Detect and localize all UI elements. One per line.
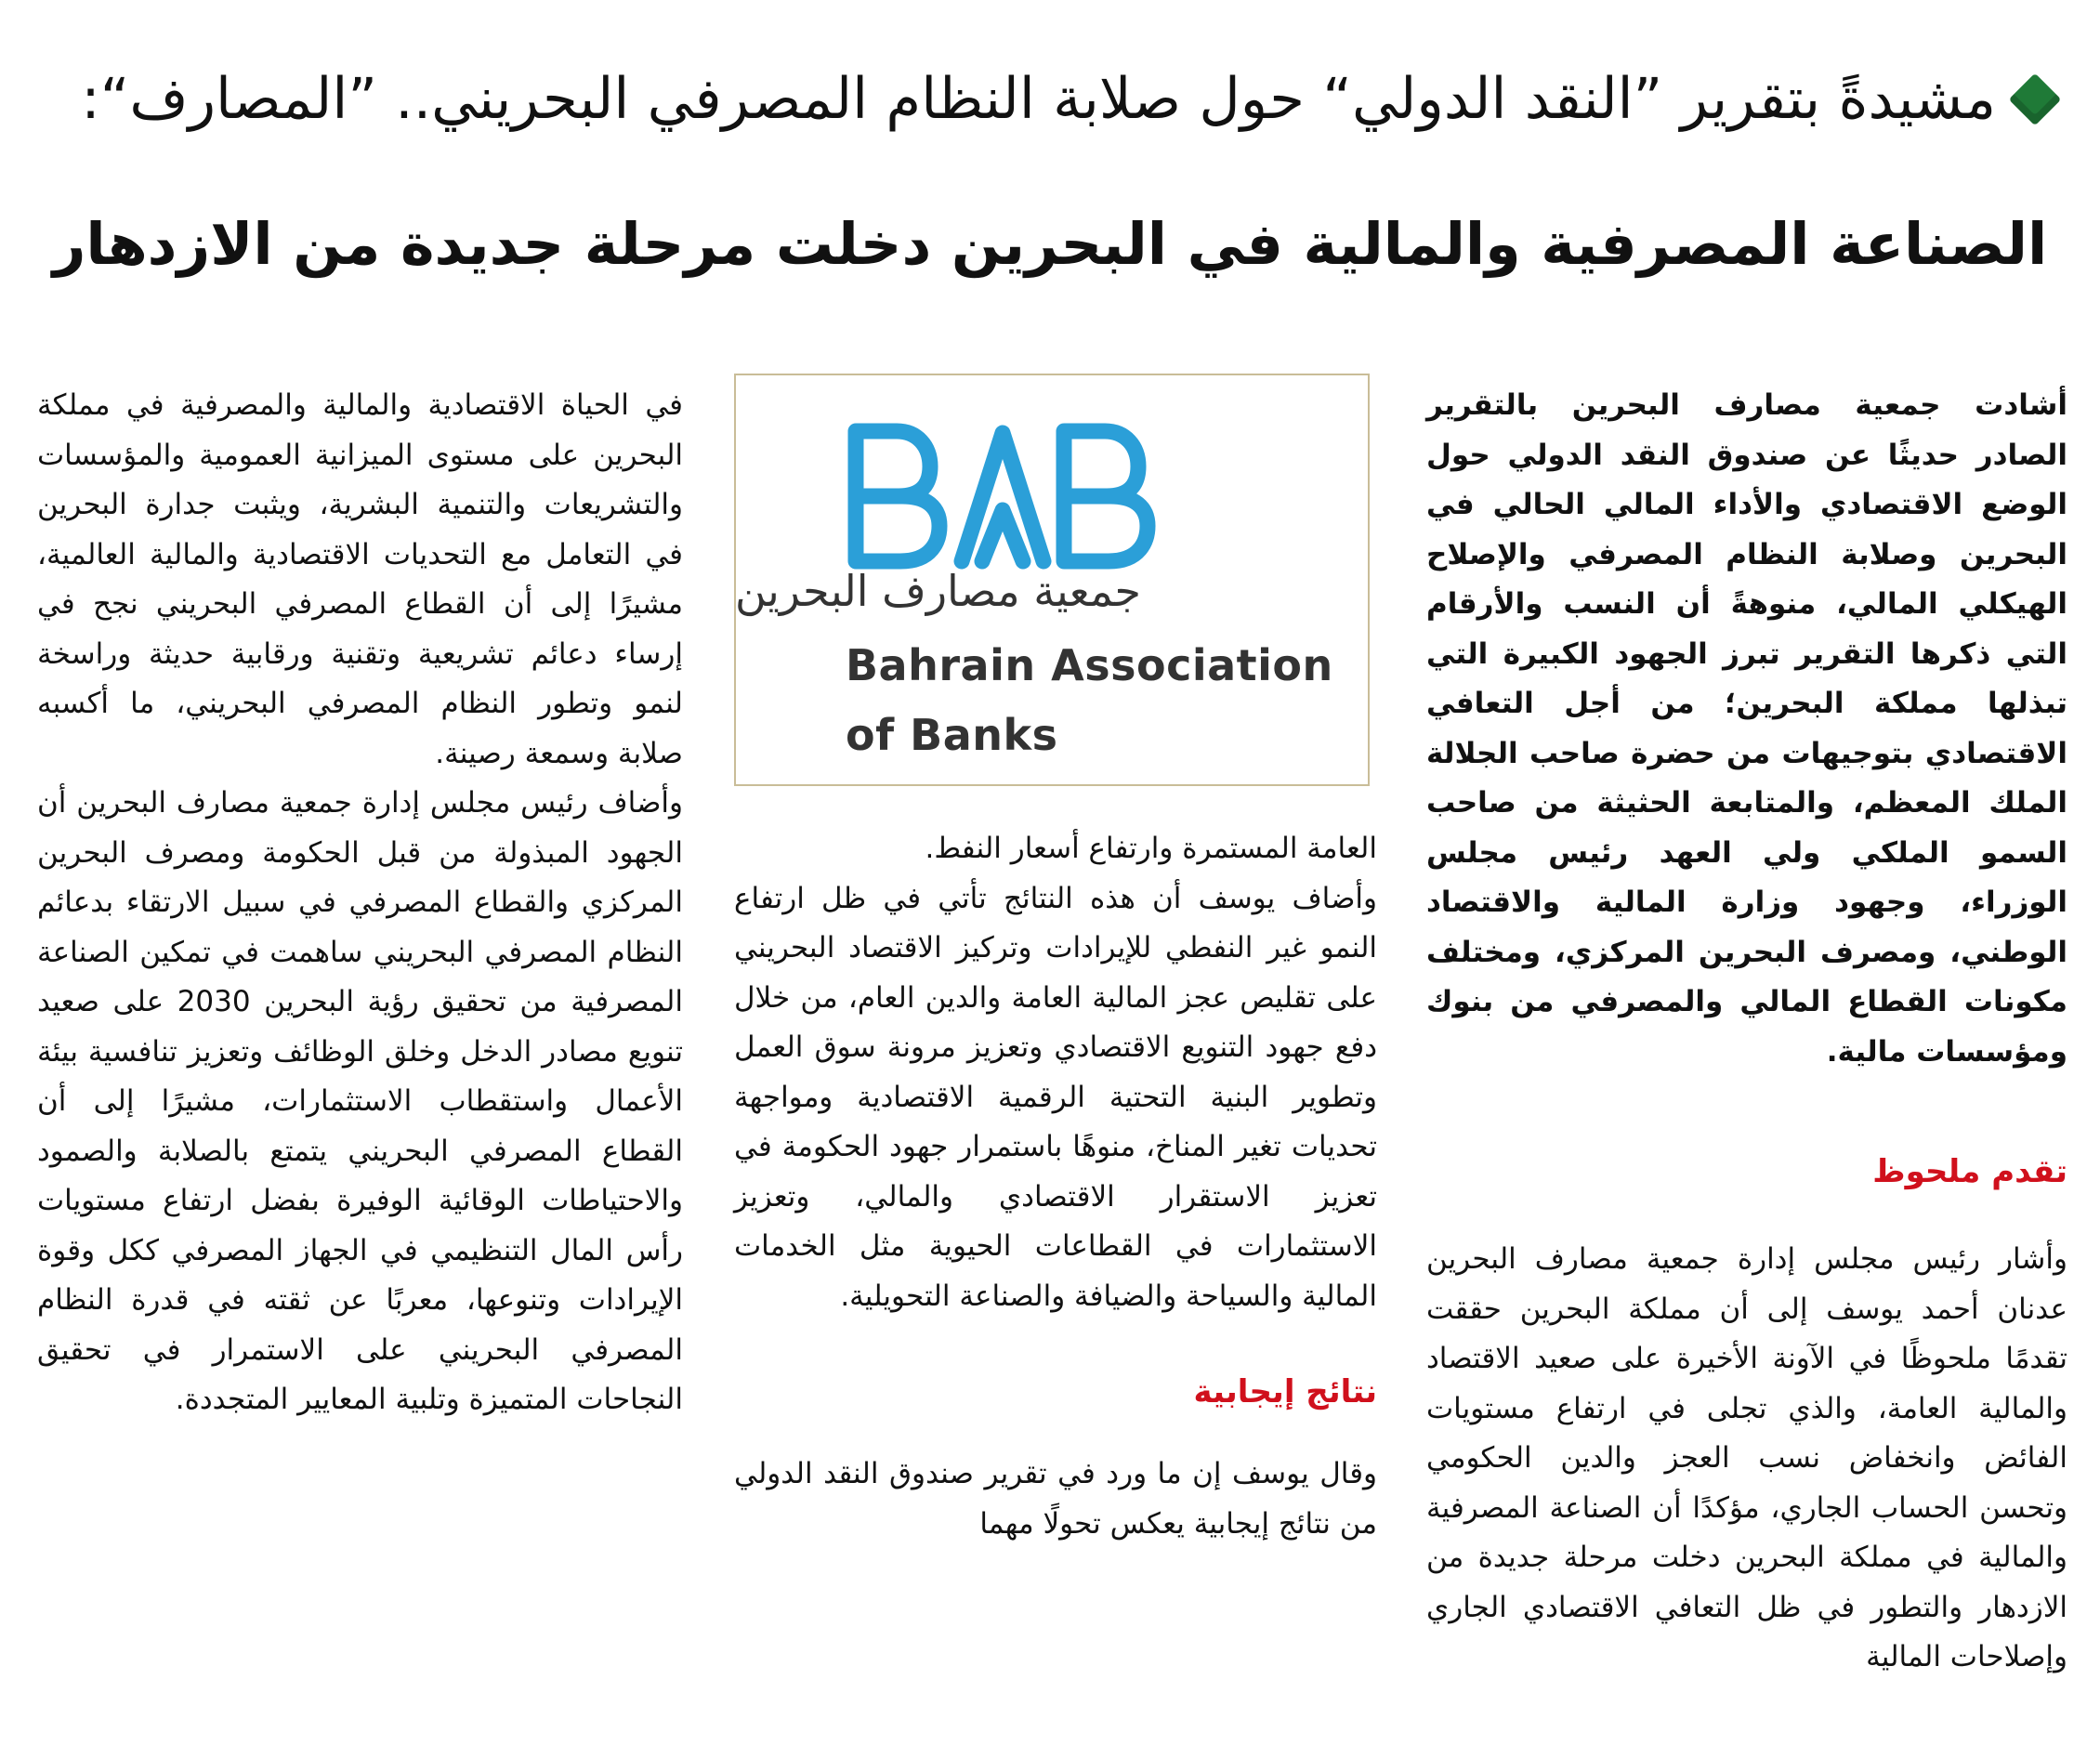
- mid-paragraph-1: العامة المستمرة وارتفاع أسعار النفط.: [925, 832, 1377, 865]
- left-paragraph-2: وأضاف رئيس مجلس إدارة جمعية مصارف البحرين أن الجهود المبذولة من قبل الحكومة ومصرف البحرين المركزي والقطاع المصرفي في سبيل الارتقاء بدعائم النظام المصرفي البحريني ساهمت في تمكين الصناعة المصرفية من تحقيق رؤية البحرين 2030 على صعيد تنويع مصادر الدخل وخلق الوظائف وتعزيز تنافسية بيئة الأعمال واستقطاب الاستثمارات، مشيرًا إلى أن القطاع المصرفي البحريني يتمتع بالصلابة والصمود والاحتياطات الوقائية الوفيرة بفضل ارتفاع مستويات رأس المال التنظيمي في الجهاز المصرفي ككل وقوة الإيرادات وتنوعها، معربًا عن ثقته في قدرة النظام المصرفي البحريني على الاستمرار في تحقيق النجاحات المتميزة وتلبية المعايير المتجددة.: [37, 786, 683, 1416]
- headline: الصناعة المصرفية والمالية في البحرين دخلت مرحلة جديدة من الازدهار: [52, 210, 2048, 278]
- mid-paragraph-2: وأضاف يوسف أن هذه النتائج تأتي في ظل ارتفاع النمو غير النفطي للإيرادات وتركيز الاقتصاد البحريني على تقليص عجز المالية العامة والدين العام، من خلال دفع جهود التنويع الاقتصادي وتعزيز مرونة سوق العمل وتطوير البنية التحتية الرقمية الاقتصادية ومواجهة تحديات تغير المناخ، منوهًا باستمرار جهود الحكومة في تعزيز الاستقرار الاقتصادي والمالي، وتعزيز الاستثمارات في القطاعات الحيوية مثل الخدمات المالية والسياحة والضيافة والصناعة التحويلية.: [734, 881, 1377, 1313]
- lead-paragraph: أشادت جمعية مصارف البحرين بالتقرير الصادر حديثًا عن صندوق النقد الدولي حول الوضع الاقتصادي والأداء المالي الحالي في البحرين وصلابة النظام المصرفي والإصلاح الهيكلي المالي، منوهةً أن النسب والأرقام التي ذكرها التقرير تبرز الجهود الكبيرة التي تبذلها مملكة البحرين؛ من أجل التعافي الاقتصادي بتوجيهات من حضرة صاحب الجلالة الملك المعظم، والمتابعة الحثيثة من صاحب السمو الملكي ولي العهد رئيس مجلس الوزراء، وجهود وزارة المالية والاقتصاد الوطني، ومصرف البحرين المركزي، ومختلف مكونات القطاع المالي والمصرفي من بنوك ومؤسسات مالية.: [1426, 388, 2067, 1069]
- column-middle: [734, 824, 1377, 1549]
- kicker-text: مشيدةً بتقرير ”النقد الدولي“ حول صلابة النظام المصرفي البحريني.. ”المصارف“:: [81, 66, 1996, 133]
- logo-english-line1: Bahrain Association: [846, 640, 1333, 690]
- kicker: [37, 48, 2063, 151]
- mid-paragraph-3: وقال يوسف إن ما ورد في تقرير صندوق النقد الدولي من نتائج إيجابية يعكس تحولًا مهما: [734, 1457, 1377, 1541]
- bab-logo-icon: [843, 422, 1159, 571]
- bab-logo-box: [734, 374, 1370, 786]
- green-diamond-icon: [2009, 73, 2062, 126]
- column-left: [37, 381, 683, 1425]
- logo-english-line2: of Banks: [846, 710, 1058, 760]
- left-paragraph-1: في الحياة الاقتصادية والمالية والمصرفية في مملكة البحرين على مستوى الميزانية العمومية والمؤسسات والتشريعات والتنمية البشرية، ويثبت جدارة البحرين في التعامل مع التحديات الاقتصادية والمالية العالمية، مشيرًا إلى أن القطاع المصرفي البحريني نجح في إرساء دعائم تشريعية وتقنية ورقابية حديثة وراسخة لنمو وتطور النظام المصرفي البحريني، ما أكسبه صلابة وسمعة رصينة.: [37, 388, 683, 770]
- body-paragraph: وأشار رئيس مجلس إدارة جمعية مصارف البحرين عدنان أحمد يوسف إلى أن مملكة البحرين حققت تقدمًا ملحوظًا في الآونة الأخيرة على صعيد الاقتصاد والمالية العامة، والذي تجلى في ارتفاع مستويات الفائض وانخفاض نسب العجز والدين الحكومي وتحسن الحساب الجاري، مؤكدًا أن الصناعة المصرفية والمالية في مملكة البحرين دخلت مرحلة جديدة من الازدهار والتطور في ظل التعافي الاقتصادي الجاري وإصلاحات المالية: [1426, 1242, 2067, 1673]
- logo-arabic-name: جمعية مصارف البحرين: [734, 566, 1141, 616]
- subhead-positive-results: نتائج إيجابية: [1193, 1373, 1377, 1410]
- subhead-progress: تقدم ملحوظ: [1872, 1153, 2067, 1190]
- column-right: [1426, 381, 2067, 1683]
